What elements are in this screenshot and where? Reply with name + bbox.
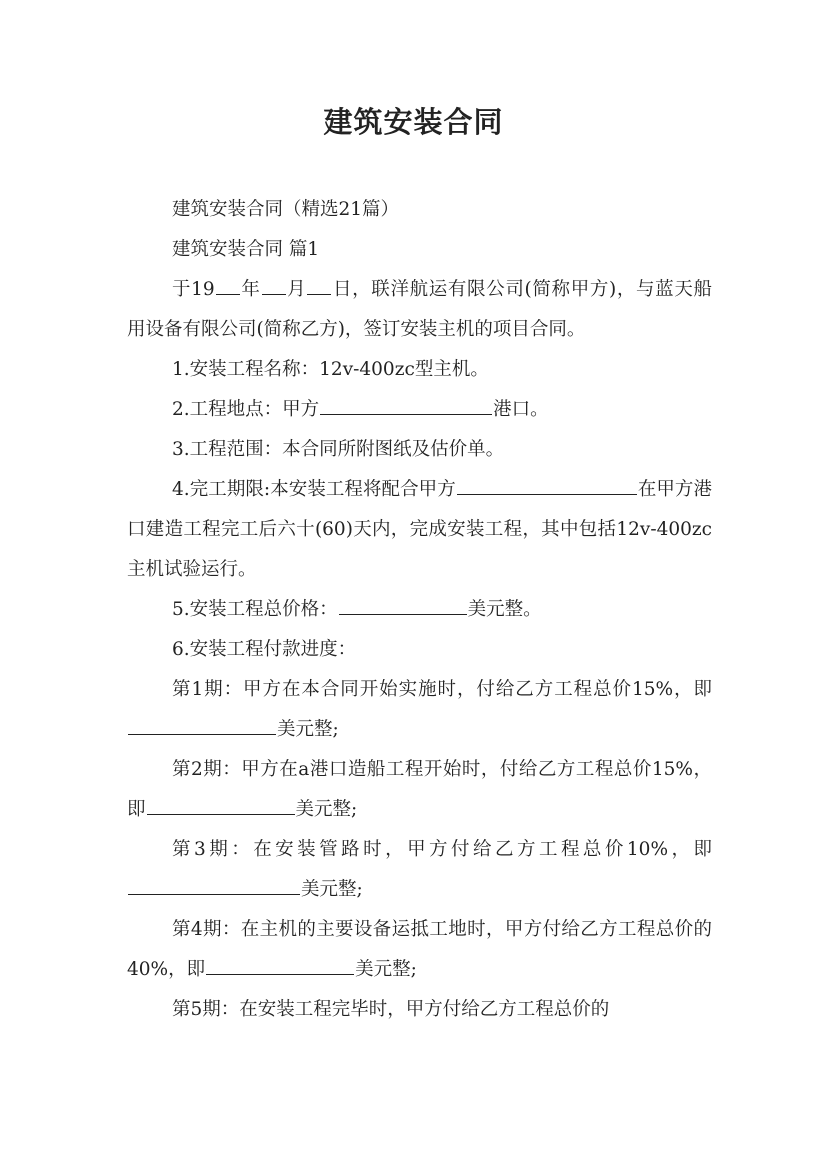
- total-price-blank: [339, 595, 467, 615]
- location-blank: [320, 395, 492, 415]
- subtitle-paragraph: 建筑安装合同（精选21篇）: [172, 199, 400, 220]
- document-body: [127, 190, 712, 1030]
- item-5-label: 5.安装工程总价格：: [172, 599, 338, 620]
- item-2-suffix: 港口。: [493, 399, 549, 420]
- stage-2-amount-blank: [147, 795, 295, 815]
- item-2: [127, 390, 712, 430]
- item-5-suffix: 美元整。: [467, 599, 542, 620]
- intro-text-year-prefix: 于19: [172, 279, 215, 300]
- intro-paragraph: [127, 270, 712, 350]
- item-4-rest: 在甲方港口建造工程完工后六十(60)天内，完成安装工程，其中包括12v-400zc主机试验运行。: [127, 479, 712, 580]
- stage-2-text: 第2期：甲方在a港口造船工程开始时，付给乙方工程总价15%，即: [127, 759, 712, 820]
- stage-1: [127, 670, 712, 750]
- stage-3: [127, 830, 712, 910]
- stage-2: [127, 750, 712, 830]
- stage-3-text: 第3期：在安装管路时，甲方付给乙方工程总价10%，即: [172, 839, 712, 860]
- intro-text-rest: 日，联洋航运有限公司(简称甲方)，与蓝天船用设备有限公司(简称乙方)，签订安装主机的项目合同。: [127, 279, 712, 340]
- stage-3-amount-blank: [128, 875, 300, 895]
- stage-2-suffix: 美元整;: [295, 799, 358, 820]
- item-2-label: 2.工程地点：甲方: [172, 399, 320, 420]
- item-3: 3.工程范围：本合同所附图纸及估价单。: [172, 439, 505, 460]
- item-6: 6.安装工程付款进度：: [172, 639, 357, 660]
- deadline-blank: [457, 475, 637, 495]
- stage-1-suffix: 美元整;: [277, 719, 339, 740]
- stage-4-amount-blank: [206, 955, 354, 975]
- section-heading: 建筑安装合同 篇1: [172, 239, 320, 260]
- stage-3-suffix: 美元整;: [301, 879, 363, 900]
- stage-4-suffix: 美元整;: [355, 959, 417, 980]
- stage-1-amount-blank: [128, 715, 276, 735]
- item-4-label: 4.完工期限:本安装工程将配合甲方: [172, 479, 456, 500]
- month-blank: [262, 275, 286, 295]
- item-4: [127, 470, 712, 590]
- stage-4-text: 第4期：在主机的主要设备运抵工地时，甲方付给乙方工程总价的40%，即: [127, 919, 712, 980]
- intro-text-month: 月: [286, 279, 307, 300]
- item-1: 1.安装工程名称：12v-400zc型主机。: [172, 359, 489, 380]
- item-5: [127, 590, 712, 630]
- intro-text-year: 年: [240, 279, 261, 300]
- year-blank: [216, 275, 240, 295]
- day-blank: [307, 275, 331, 295]
- document-title: 建筑安装合同: [323, 105, 504, 139]
- stage-5: 第5期：在安装工程完毕时，甲方付给乙方工程总价的: [172, 999, 610, 1020]
- stage-4: [127, 910, 712, 990]
- stage-1-text: 第1期：甲方在本合同开始实施时，付给乙方工程总价15%，即: [172, 679, 712, 700]
